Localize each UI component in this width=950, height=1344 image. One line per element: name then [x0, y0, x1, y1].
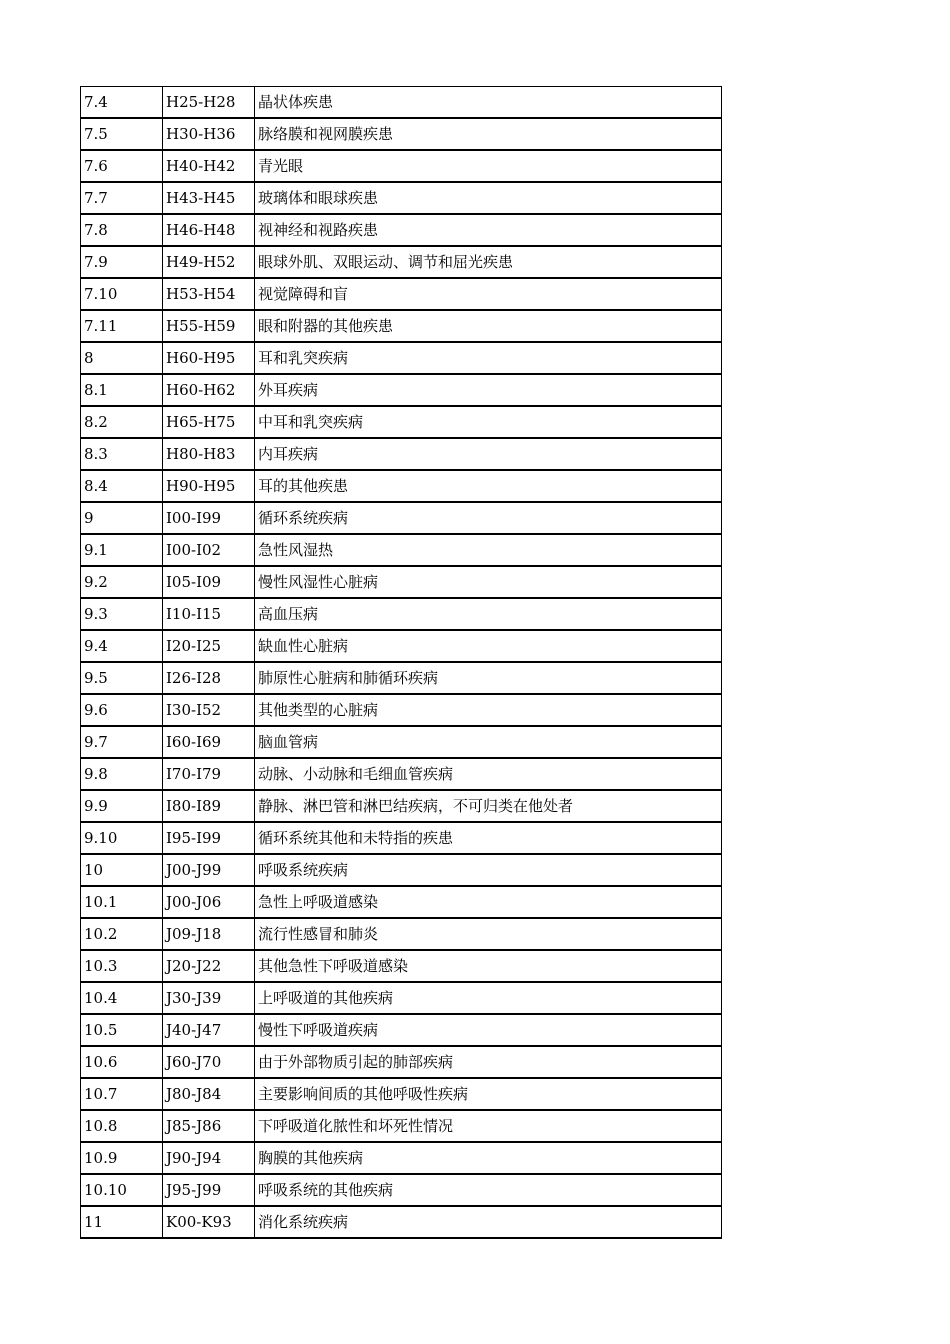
row-number-cell: 9.5 [81, 662, 163, 694]
disease-name-cell: 眼和附器的其他疾患 [255, 310, 722, 342]
table-row [81, 1046, 722, 1078]
code-range-cell: H46-H48 [163, 214, 255, 246]
icd-code-table [80, 86, 722, 1239]
disease-name-cell: 其他急性下呼吸道感染 [255, 950, 722, 982]
row-number-cell: 10.4 [81, 982, 163, 1014]
table-row [81, 118, 722, 150]
table-row [81, 726, 722, 758]
table-row [81, 1206, 722, 1238]
disease-name-cell: 脑血管病 [255, 726, 722, 758]
table-row [81, 1142, 722, 1174]
row-number-cell: 9.2 [81, 566, 163, 598]
code-range-cell: H53-H54 [163, 278, 255, 310]
disease-name-cell: 缺血性心脏病 [255, 630, 722, 662]
disease-name-cell: 眼球外肌、双眼运动、调节和屈光疾患 [255, 246, 722, 278]
code-range-cell: K00-K93 [163, 1206, 255, 1238]
table-row [81, 822, 722, 854]
row-number-cell: 10.6 [81, 1046, 163, 1078]
row-number-cell: 7.11 [81, 310, 163, 342]
row-number-cell: 10.7 [81, 1078, 163, 1110]
table-row [81, 246, 722, 278]
disease-name-cell: 胸膜的其他疾病 [255, 1142, 722, 1174]
table-row [81, 598, 722, 630]
table-row [81, 630, 722, 662]
table-row [81, 854, 722, 886]
code-range-cell: H90-H95 [163, 470, 255, 502]
disease-name-cell: 耳的其他疾患 [255, 470, 722, 502]
row-number-cell: 10.8 [81, 1110, 163, 1142]
row-number-cell: 10.3 [81, 950, 163, 982]
table-row [81, 950, 722, 982]
code-range-cell: H65-H75 [163, 406, 255, 438]
table-row [81, 662, 722, 694]
disease-name-cell: 消化系统疾病 [255, 1206, 722, 1238]
table-row [81, 886, 722, 918]
table-row [81, 1174, 722, 1206]
row-number-cell: 10.5 [81, 1014, 163, 1046]
disease-name-cell: 耳和乳突疾病 [255, 342, 722, 374]
table-row [81, 438, 722, 470]
row-number-cell: 9 [81, 502, 163, 534]
row-number-cell: 8.1 [81, 374, 163, 406]
disease-name-cell: 晶状体疾患 [255, 87, 722, 119]
code-range-cell: J80-J84 [163, 1078, 255, 1110]
row-number-cell: 10.9 [81, 1142, 163, 1174]
disease-name-cell: 中耳和乳突疾病 [255, 406, 722, 438]
row-number-cell: 8.3 [81, 438, 163, 470]
disease-name-cell: 慢性风湿性心脏病 [255, 566, 722, 598]
row-number-cell: 10 [81, 854, 163, 886]
table-row [81, 406, 722, 438]
row-number-cell: 8.4 [81, 470, 163, 502]
code-range-cell: I80-I89 [163, 790, 255, 822]
disease-name-cell: 其他类型的心脏病 [255, 694, 722, 726]
table-row [81, 1078, 722, 1110]
code-range-cell: I05-I09 [163, 566, 255, 598]
table-row [81, 918, 722, 950]
row-number-cell: 10.10 [81, 1174, 163, 1206]
table-row [81, 150, 722, 182]
table-row [81, 1110, 722, 1142]
code-range-cell: H49-H52 [163, 246, 255, 278]
code-range-cell: H43-H45 [163, 182, 255, 214]
row-number-cell: 7.8 [81, 214, 163, 246]
table-row [81, 310, 722, 342]
table-row [81, 694, 722, 726]
table-row [81, 534, 722, 566]
code-range-cell: I70-I79 [163, 758, 255, 790]
row-number-cell: 9.6 [81, 694, 163, 726]
disease-name-cell: 循环系统疾病 [255, 502, 722, 534]
table-row [81, 214, 722, 246]
code-range-cell: J95-J99 [163, 1174, 255, 1206]
table-row [81, 278, 722, 310]
table-row [81, 758, 722, 790]
row-number-cell: 8.2 [81, 406, 163, 438]
table-row [81, 470, 722, 502]
row-number-cell: 7.10 [81, 278, 163, 310]
row-number-cell: 9.4 [81, 630, 163, 662]
code-range-cell: I95-I99 [163, 822, 255, 854]
disease-name-cell: 玻璃体和眼球疾患 [255, 182, 722, 214]
row-number-cell: 10.2 [81, 918, 163, 950]
disease-name-cell: 慢性下呼吸道疾病 [255, 1014, 722, 1046]
code-range-cell: H80-H83 [163, 438, 255, 470]
code-range-cell: I10-I15 [163, 598, 255, 630]
table-row [81, 374, 722, 406]
disease-name-cell: 脉络膜和视网膜疾患 [255, 118, 722, 150]
disease-name-cell: 呼吸系统的其他疾病 [255, 1174, 722, 1206]
code-range-cell: H60-H62 [163, 374, 255, 406]
row-number-cell: 9.3 [81, 598, 163, 630]
disease-name-cell: 主要影响间质的其他呼吸性疾病 [255, 1078, 722, 1110]
disease-name-cell: 青光眼 [255, 150, 722, 182]
row-number-cell: 9.10 [81, 822, 163, 854]
row-number-cell: 8 [81, 342, 163, 374]
table-row [81, 1014, 722, 1046]
table-row [81, 790, 722, 822]
row-number-cell: 7.6 [81, 150, 163, 182]
code-range-cell: J40-J47 [163, 1014, 255, 1046]
code-range-cell: J90-J94 [163, 1142, 255, 1174]
table-row [81, 342, 722, 374]
row-number-cell: 7.7 [81, 182, 163, 214]
code-range-cell: J85-J86 [163, 1110, 255, 1142]
disease-name-cell: 内耳疾病 [255, 438, 722, 470]
code-range-cell: I00-I02 [163, 534, 255, 566]
disease-name-cell: 肺原性心脏病和肺循环疾病 [255, 662, 722, 694]
code-range-cell: H30-H36 [163, 118, 255, 150]
disease-name-cell: 下呼吸道化脓性和坏死性情况 [255, 1110, 722, 1142]
row-number-cell: 7.9 [81, 246, 163, 278]
code-range-cell: H60-H95 [163, 342, 255, 374]
row-number-cell: 7.4 [81, 87, 163, 119]
disease-name-cell: 流行性感冒和肺炎 [255, 918, 722, 950]
disease-name-cell: 高血压病 [255, 598, 722, 630]
disease-name-cell: 视觉障碍和盲 [255, 278, 722, 310]
disease-name-cell: 急性上呼吸道感染 [255, 886, 722, 918]
disease-name-cell: 由于外部物质引起的肺部疾病 [255, 1046, 722, 1078]
code-range-cell: J60-J70 [163, 1046, 255, 1078]
disease-name-cell: 急性风湿热 [255, 534, 722, 566]
table-body [81, 87, 722, 1239]
code-range-cell: H40-H42 [163, 150, 255, 182]
code-range-cell: H55-H59 [163, 310, 255, 342]
code-range-cell: I60-I69 [163, 726, 255, 758]
code-range-cell: I30-I52 [163, 694, 255, 726]
code-range-cell: H25-H28 [163, 87, 255, 119]
code-range-cell: I26-I28 [163, 662, 255, 694]
code-range-cell: J00-J06 [163, 886, 255, 918]
table-row [81, 87, 722, 119]
table-row [81, 502, 722, 534]
row-number-cell: 9.1 [81, 534, 163, 566]
row-number-cell: 9.9 [81, 790, 163, 822]
table-row [81, 566, 722, 598]
disease-name-cell: 视神经和视路疾患 [255, 214, 722, 246]
code-range-cell: I20-I25 [163, 630, 255, 662]
disease-name-cell: 循环系统其他和未特指的疾患 [255, 822, 722, 854]
disease-name-cell: 呼吸系统疾病 [255, 854, 722, 886]
row-number-cell: 7.5 [81, 118, 163, 150]
disease-name-cell: 动脉、小动脉和毛细血管疾病 [255, 758, 722, 790]
table-row [81, 182, 722, 214]
code-range-cell: J09-J18 [163, 918, 255, 950]
disease-name-cell: 外耳疾病 [255, 374, 722, 406]
disease-name-cell: 静脉、淋巴管和淋巴结疾病，不可归类在他处者 [255, 790, 722, 822]
row-number-cell: 9.8 [81, 758, 163, 790]
row-number-cell: 11 [81, 1206, 163, 1238]
code-range-cell: J30-J39 [163, 982, 255, 1014]
code-range-cell: J00-J99 [163, 854, 255, 886]
code-range-cell: J20-J22 [163, 950, 255, 982]
table-row [81, 982, 722, 1014]
disease-name-cell: 上呼吸道的其他疾病 [255, 982, 722, 1014]
row-number-cell: 10.1 [81, 886, 163, 918]
code-range-cell: I00-I99 [163, 502, 255, 534]
row-number-cell: 9.7 [81, 726, 163, 758]
